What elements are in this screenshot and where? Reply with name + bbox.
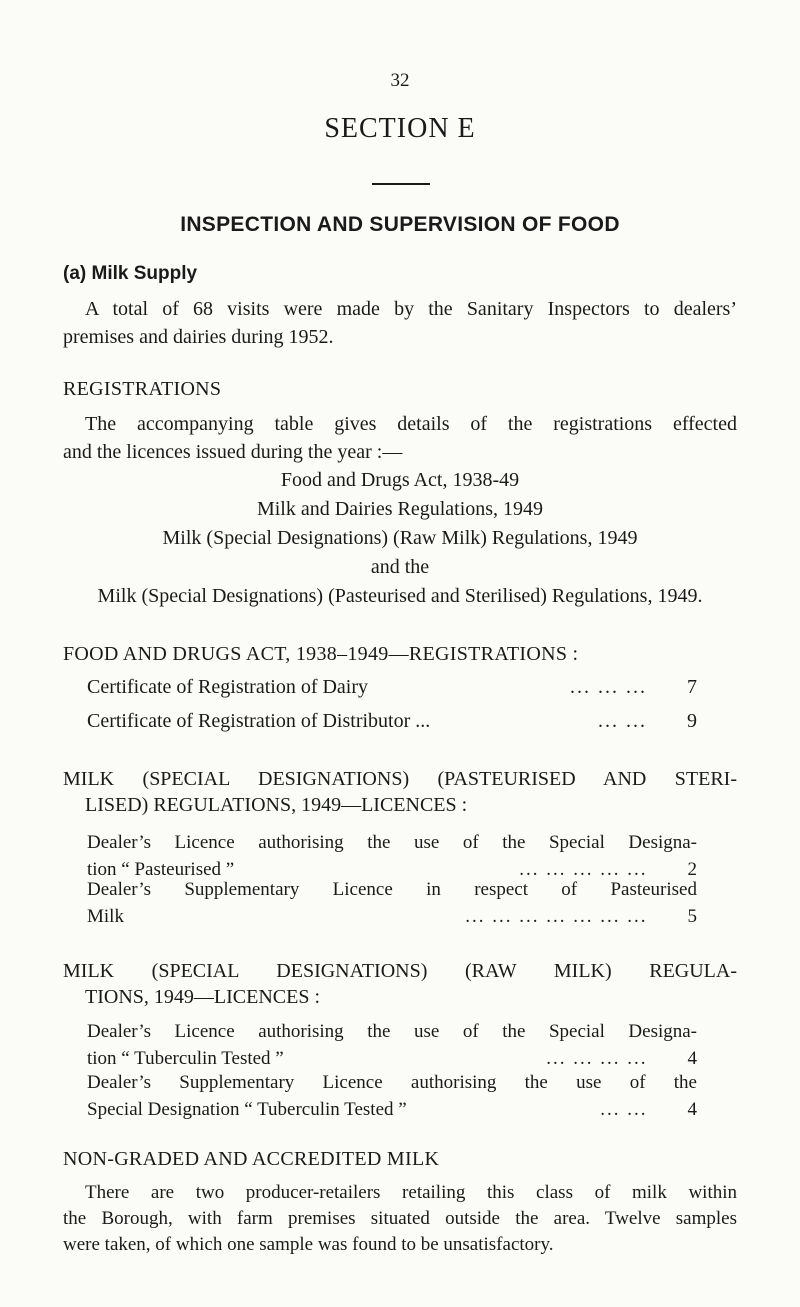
licence-entry [87, 829, 697, 883]
milk-supply-line-2: premises and dairies during 1952. [63, 326, 334, 348]
registrations-heading: REGISTRATIONS [63, 378, 222, 400]
leader-dots: ... ... ... ... [546, 1048, 648, 1069]
milk-supply-heading: (a) Milk Supply [63, 263, 198, 284]
licence-count: 4 [687, 1048, 697, 1069]
registration-count: 9 [687, 710, 697, 732]
non-graded-line-1: There are two producer-retailers retailing this class of milk within [85, 1182, 737, 1203]
licence-description-cont: tion “ Tuberculin Tested ” [87, 1048, 284, 1069]
act-line-4: and the [370, 556, 430, 578]
licence-count: 4 [687, 1099, 697, 1120]
page-number: 32 [390, 70, 410, 91]
registrations-line-1: The accompanying table gives details of the registrations effected [85, 413, 737, 435]
registrations-paragraph [63, 410, 737, 466]
non-graded-line-3: were taken, of which one sample was found to be unsatisfactory. [63, 1234, 554, 1255]
act-line-2: Milk and Dairies Regulations, 1949 [256, 498, 544, 520]
leader-dots: ... ... ... ... ... [519, 859, 648, 880]
registration-label: Certificate of Registration of Dairy [87, 676, 369, 698]
raw-milk-heading-line-1: MILK (SPECIAL DESIGNATIONS) (RAW MILK) REGULA- [63, 960, 737, 982]
licence-description: Dealer’s Supplementary Licence authorising the use of the [87, 1072, 697, 1093]
licence-entry [87, 1018, 697, 1072]
leader-dots: ... ... ... ... ... ... ... [465, 906, 648, 927]
raw-milk-licences-heading [63, 958, 737, 1010]
licence-entry [87, 1069, 697, 1123]
non-graded-paragraph [63, 1180, 737, 1258]
pasteurised-licences-heading [63, 766, 737, 818]
food-drugs-act-heading: FOOD AND DRUGS ACT, 1938–1949—REGISTRATIONS : [63, 643, 579, 665]
raw-milk-heading-line-2: TIONS, 1949—LICENCES : [85, 986, 320, 1008]
licence-description-cont: Milk [87, 906, 124, 927]
act-line-1: Food and Drugs Act, 1938-49 [280, 469, 520, 491]
non-graded-line-2: the Borough, with farm premises situated outside the area. Twelve samples [63, 1208, 737, 1229]
licence-entry [87, 876, 697, 930]
licence-description: Dealer’s Licence authorising the use of the Special Designa- [87, 832, 697, 853]
registration-row [87, 676, 697, 699]
licence-count: 2 [687, 859, 697, 880]
pasteurised-heading-line-2: LISED) REGULATIONS, 1949—LICENCES : [85, 794, 468, 816]
milk-supply-line-1: A total of 68 visits were made by the Sanitary Inspectors to dealers’ [85, 298, 737, 320]
licence-count: 5 [687, 906, 697, 927]
act-line-5: Milk (Special Designations) (Pasteurised and Sterilised) Regulations, 1949. [97, 585, 703, 607]
licence-description: Dealer’s Licence authorising the use of the Special Designa- [87, 1021, 697, 1042]
registration-label: Certificate of Registration of Distributor ... [87, 710, 431, 732]
registration-count: 7 [687, 676, 697, 698]
licence-description: Dealer’s Supplementary Licence in respect of Pasteurised [87, 879, 697, 900]
leader-dots: ... ... [598, 710, 647, 732]
pasteurised-heading-line-1: MILK (SPECIAL DESIGNATIONS) (PASTEURISED AND STERI- [63, 768, 737, 790]
non-graded-heading: NON-GRADED AND ACCREDITED MILK [63, 1148, 440, 1170]
licence-description-cont: tion “ Pasteurised ” [87, 859, 235, 880]
act-line-3: Milk (Special Designations) (Raw Milk) Regulations, 1949 [162, 527, 638, 549]
milk-supply-paragraph [63, 295, 737, 351]
licence-description-cont: Special Designation “ Tuberculin Tested ” [87, 1099, 407, 1120]
registration-row [87, 710, 697, 733]
section-title: SECTION E [324, 113, 476, 144]
leader-dots: ... ... [600, 1099, 648, 1120]
main-heading: INSPECTION AND SUPERVISION OF FOOD [180, 213, 620, 236]
registrations-line-2: and the licences issued during the year :— [63, 441, 403, 463]
leader-dots: ... ... ... [570, 676, 647, 698]
title-divider [372, 183, 430, 185]
